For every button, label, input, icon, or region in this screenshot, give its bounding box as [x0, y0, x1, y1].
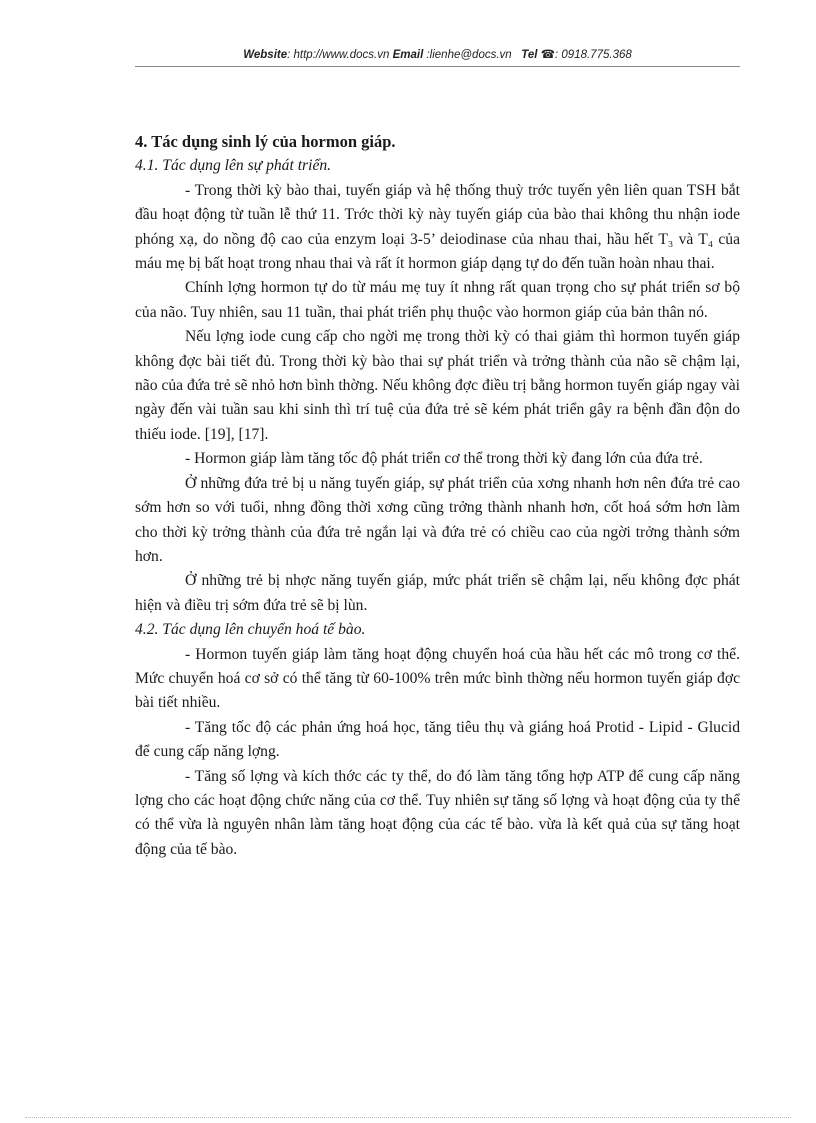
tel-value: : 0918.775.368	[555, 49, 632, 61]
section-title: 4. Tác dụng sinh lý của hormon giáp.	[135, 132, 396, 151]
paragraph: Chính lợng hormon tự do từ máu mẹ tuy ít nhng rất quan trọng cho sự phát triển sơ bộ của não. Tuy nhiên, sau 11 tuần, thai phát triển phụ thuộc vào hormon giáp của bản thân nó.	[135, 279, 740, 321]
paragraph: - Hormon giáp làm tăng tốc độ phát triển cơ thể trong thời kỳ đang lớn của đứa trẻ.	[185, 450, 703, 468]
page-header	[135, 47, 740, 61]
website-value: : http://www.docs.vn	[287, 49, 390, 61]
phone-icon: ☎	[540, 49, 556, 61]
paragraph: - Tăng tốc độ các phản ứng hoá học, tăng tiêu thụ và giáng hoá Protid - Lipid - Glucid để cung cấp năng lợng.	[135, 718, 740, 761]
document-body	[135, 130, 740, 862]
footer-divider	[25, 1117, 791, 1118]
paragraph: Nếu lợng iode cung cấp cho ngời mẹ trong thời kỳ có thai giảm thì hormon tuyến giáp không đợc bài tiết đủ. Trong thời kỳ bào thai sự phát triển và trởng thành của não sẽ chậm lại, não của đứa trẻ sẽ nhỏ hơn bình thờng. Nếu không đợc điều trị bằng hormon tuyến giáp ngay vài ngày đến vài tuần sau khi sinh thì trí tuệ của đứa trẻ sẽ kém phát triển gây ra bệnh đần độn do thiếu iode. [19], [17].	[135, 328, 740, 443]
paragraph: - Trong thời kỳ bào thai, tuyến giáp và hệ thống thuỳ trớc tuyến yên liên quan TSH bắt đầu hoạt động từ tuần lễ thứ 11. Trớc thời kỳ này tuyến giáp của bào thai không thu nhận iode phóng xạ, do nồng độ cao của enzym loại 3-5’ deiodinase của nhau thai, hầu hết T₃ và T₄ của máu mẹ bị bất hoạt trong nhau thai và rất ít hormon giáp dạng tự do đến tuần hoàn nhau thai.	[135, 181, 740, 273]
paragraph: - Tăng số lợng và kích thớc các ty thể, do đó làm tăng tổng hợp ATP để cung cấp năng lợng cho các hoạt động chức năng của cơ thể. Tuy nhiên sự tăng số lợng và hoạt động của ty thể có thể vừa là nguyên nhân làm tăng hoạt động của các tế bào. vừa là kết quả của sự tăng hoạt động của tế bào.	[135, 767, 740, 858]
subsection-title-4-1: 4.1. Tác dụng lên sự phát triển.	[135, 157, 332, 175]
subsection-title-4-2: 4.2. Tác dụng lên chuyển hoá tế bào.	[135, 621, 366, 639]
website-label: Website	[243, 49, 288, 61]
email-label: Email	[392, 49, 424, 61]
header-divider	[135, 66, 740, 67]
paragraph: - Hormon tuyến giáp làm tăng hoạt động chuyển hoá của hầu hết các mô trong cơ thể. Mức chuyển hoá cơ sở có thể tăng từ 60-100% trên mức bình thờng nếu hormon tuyến giáp đợc bài tiết nhiều.	[135, 645, 740, 712]
paragraph: Ở những đứa trẻ bị u năng tuyến giáp, sự phát triển của xơng nhanh hơn nên đứa trẻ cao sớm hơn so với tuổi, nhng đồng thời xơng cũng trởng thành nhanh hơn, cốt hoá sớm hơn làm cho thời kỳ trởng thành của đứa trẻ ngắn lại và đứa trẻ có chiều cao của ngời trởng thành sớm hơn.	[135, 474, 740, 565]
email-value: :lienhe@docs.vn	[426, 49, 512, 61]
tel-label: Tel	[521, 49, 538, 61]
paragraph: Ở những trẻ bị nhợc năng tuyến giáp, mức phát triển sẽ chậm lại, nếu không đợc phát hiện và điều trị sớm đứa trẻ sẽ bị lùn.	[135, 572, 740, 614]
